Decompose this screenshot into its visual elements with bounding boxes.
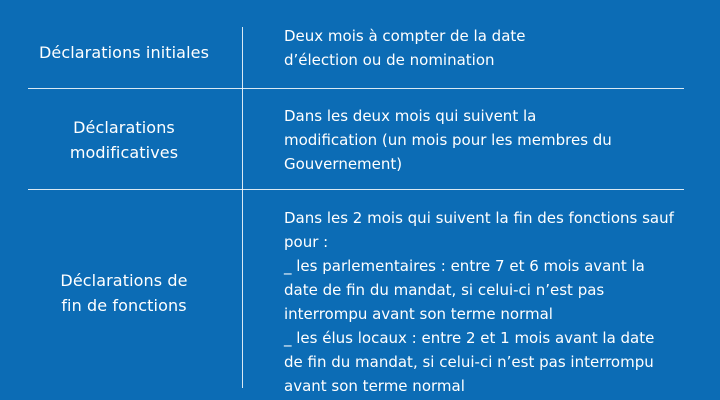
column-divider: [242, 27, 243, 388]
row-label-fin-de-fonctions: [20, 267, 228, 319]
row-description-fin-de-fonctions: Dans les 2 mois qui suivent la fin des fonctions sauf pour : _ les parlementaires : entre 7 et 6 mois avant la date de fin du mandat, si celui-ci n’est pas interrompu avant son terme normal _ les élus locaux : entre 2 et 1 mois avant la date de fin du mandat, si celui-ci n’est pas interrompu avant son terme normal: [284, 209, 674, 395]
row-label-text: Déclarations modificatives: [69, 118, 179, 162]
row-label-text: Déclarations initiales: [38, 42, 210, 62]
row-description-initiales: Deux mois à compter de la date d’élection ou de nomination: [284, 27, 526, 69]
row-label-initiales: [20, 38, 228, 66]
row-divider: [28, 88, 684, 89]
row-label-text: Déclarations de fin de fonctions: [60, 271, 188, 315]
row-label-modificatives: [20, 114, 228, 166]
row-divider: [28, 189, 684, 190]
row-description-modificatives: Dans les deux mois qui suivent la modification (un mois pour les membres du Gouvernement): [284, 107, 612, 173]
